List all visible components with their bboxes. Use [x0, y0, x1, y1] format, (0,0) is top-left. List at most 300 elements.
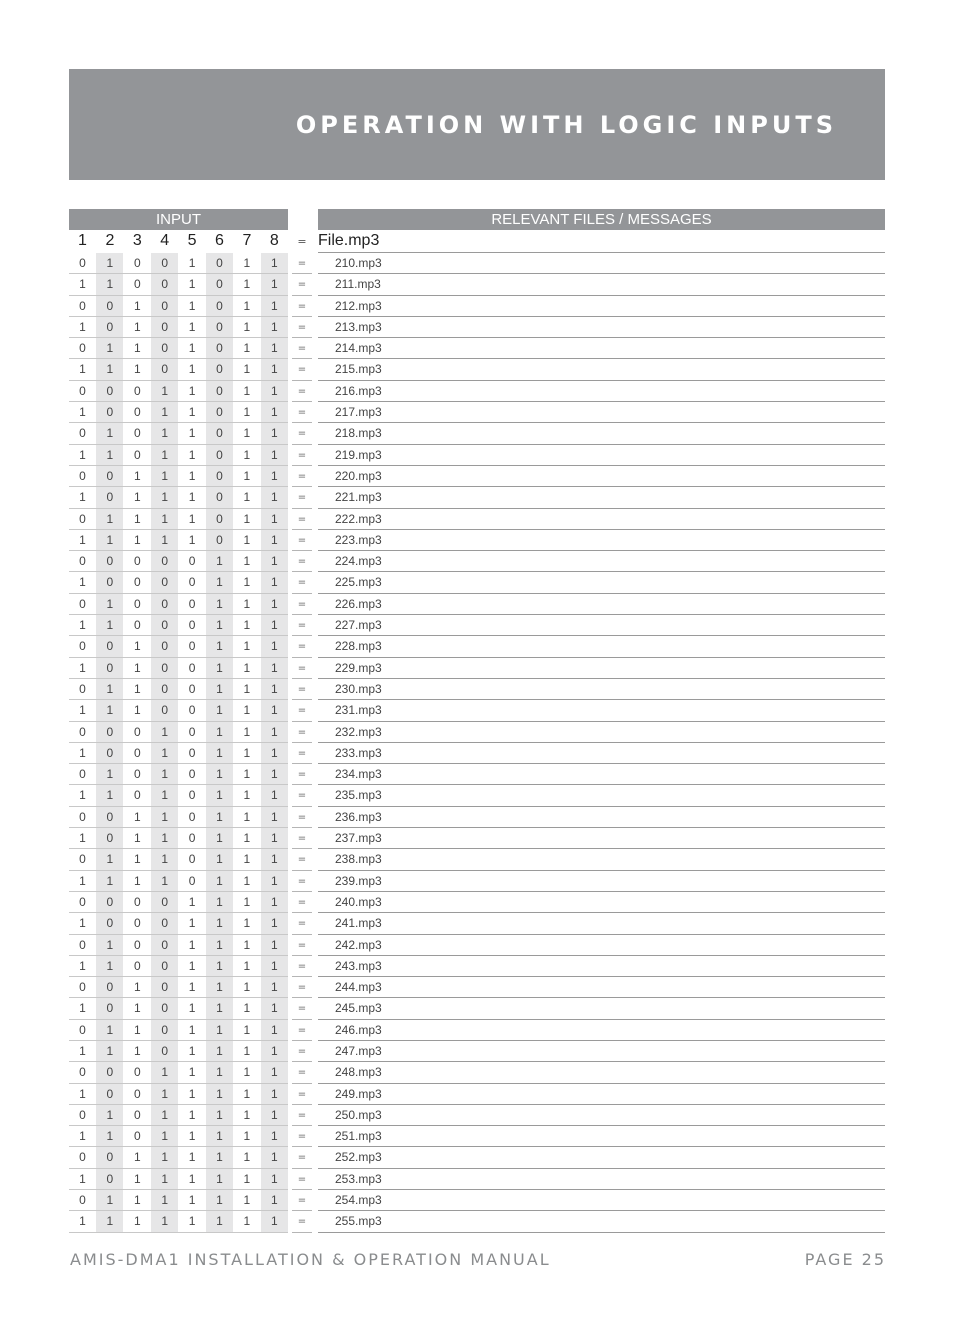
bit-cell: 1 [243, 767, 251, 782]
bit-cell: 1 [96, 1105, 123, 1126]
file-name: 235.mp3 [318, 785, 885, 806]
bit-cell: 1 [96, 956, 123, 977]
table-row [0, 1169, 954, 1190]
bit-cell: 1 [261, 998, 288, 1019]
bit-cell: 1 [243, 894, 251, 909]
table-row [0, 509, 954, 530]
bit-cell: 1 [243, 660, 251, 675]
table-row [0, 658, 954, 679]
bit-cell: 1 [151, 743, 178, 764]
bit-cell: 1 [261, 743, 288, 764]
bit-label: 1 [78, 232, 87, 249]
bit-cell: 0 [79, 596, 86, 611]
table-row [0, 1147, 954, 1168]
bit-cell: 1 [261, 935, 288, 956]
bit-cell: 1 [96, 1041, 123, 1062]
file-name: 212.mp3 [318, 296, 885, 317]
bit-cell: 0 [151, 274, 178, 295]
bit-cell: 0 [96, 743, 123, 764]
page-title: OPERATION WITH LOGIC INPUTS [295, 111, 837, 139]
equals-sign: = [292, 402, 312, 423]
bit-cell: 1 [188, 1150, 196, 1165]
bit-cell: 1 [206, 722, 233, 743]
bit-cell: 1 [79, 405, 86, 420]
bit-cell: 1 [261, 1169, 288, 1190]
bit-cell: 1 [206, 1169, 233, 1190]
file-name: 238.mp3 [318, 849, 885, 870]
bit-cell: 1 [261, 636, 288, 657]
bit-cell: 0 [188, 767, 196, 782]
bit-cell: 0 [79, 554, 86, 569]
bit-cell: 0 [96, 572, 123, 593]
bit-cell: 1 [261, 1126, 288, 1147]
bit-cell: 1 [79, 277, 86, 292]
bit-cell: 0 [133, 958, 141, 973]
bit-cell: 0 [188, 681, 196, 696]
bit-cell: 0 [79, 894, 86, 909]
bit-cell: 1 [151, 1147, 178, 1168]
bit-cell: 0 [79, 724, 86, 739]
bit-cell: 0 [151, 892, 178, 913]
bit-cell: 1 [151, 1105, 178, 1126]
bit-cell: 1 [133, 298, 141, 313]
file-name: 230.mp3 [318, 679, 885, 700]
bit-cell: 1 [79, 532, 86, 547]
bit-cell: 1 [133, 681, 141, 696]
bit-cell: 1 [96, 764, 123, 785]
bit-cell: 1 [151, 1169, 178, 1190]
bit-cell: 1 [151, 466, 178, 487]
table-row [0, 743, 954, 764]
bit-cell: 1 [261, 807, 288, 828]
file-name: 252.mp3 [318, 1147, 885, 1168]
bit-cell: 0 [96, 317, 123, 338]
input-column-header: INPUT [69, 209, 288, 230]
bit-cell: 1 [261, 466, 288, 487]
bit-cell: 1 [261, 977, 288, 998]
bit-cell: 0 [96, 551, 123, 572]
bit-cell: 1 [261, 402, 288, 423]
bit-cell: 1 [206, 1147, 233, 1168]
bit-cell: 1 [243, 681, 251, 696]
bit-cell: 1 [133, 852, 141, 867]
equals-sign: = [292, 1041, 312, 1062]
bit-cell: 1 [261, 338, 288, 359]
bit-cell: 1 [188, 341, 196, 356]
bit-cell: 1 [133, 362, 141, 377]
file-name: 237.mp3 [318, 828, 885, 849]
bit-cell: 0 [133, 618, 141, 633]
bit-cell: 0 [133, 383, 141, 398]
bit-cell: 1 [243, 1086, 251, 1101]
bit-cell: 1 [206, 1105, 233, 1126]
equals-sign: = [292, 1062, 312, 1083]
bit-cell: 0 [96, 1169, 123, 1190]
bit-cell: 1 [261, 700, 288, 721]
equals-sign: = [292, 1126, 312, 1147]
bit-cell: 1 [79, 873, 86, 888]
table-row [0, 445, 954, 466]
file-name: 229.mp3 [318, 658, 885, 679]
bit-cell: 1 [79, 1129, 86, 1144]
bit-cell: 0 [206, 338, 233, 359]
table-row [0, 253, 954, 274]
bit-cell: 1 [79, 660, 86, 675]
bit-cell: 1 [133, 1043, 141, 1058]
equals-sign: = [292, 785, 312, 806]
bit-cell: 0 [206, 317, 233, 338]
table-row [0, 423, 954, 444]
table-row [0, 1062, 954, 1083]
bit-cell: 1 [243, 1171, 251, 1186]
bit-cell: 0 [96, 998, 123, 1019]
bit-cell: 0 [96, 296, 123, 317]
table-row [0, 381, 954, 402]
table-row [0, 594, 954, 615]
bit-cell: 1 [243, 256, 251, 270]
equals-sign: = [292, 296, 312, 317]
bit-cell: 1 [133, 873, 141, 888]
file-name: 217.mp3 [318, 402, 885, 423]
table-row [0, 615, 954, 636]
bit-cell: 1 [243, 1214, 251, 1229]
bit-cell: 1 [261, 1211, 288, 1232]
equals-sign: = [292, 658, 312, 679]
bit-cell: 0 [79, 937, 86, 952]
bit-cell: 1 [261, 785, 288, 806]
equals-sign: = [292, 977, 312, 998]
bit-cell: 1 [261, 253, 288, 274]
bit-cell: 1 [96, 1190, 123, 1211]
file-name: 211.mp3 [318, 274, 885, 295]
bit-cell: 1 [261, 1084, 288, 1105]
page-number: PAGE 25 [804, 1250, 886, 1269]
table-row [0, 487, 954, 508]
bit-cell: 0 [188, 554, 196, 569]
bit-cell: 0 [151, 551, 178, 572]
file-name: 236.mp3 [318, 807, 885, 828]
bit-cell: 1 [261, 956, 288, 977]
equals-sign: = [292, 253, 312, 274]
bit-cell: 1 [206, 764, 233, 785]
bit-cell: 0 [96, 722, 123, 743]
bit-cell: 0 [133, 1086, 141, 1101]
bit-cell: 0 [188, 703, 196, 718]
bit-cell: 0 [133, 426, 141, 441]
bit-cell: 1 [206, 551, 233, 572]
bit-cell: 0 [133, 788, 141, 803]
bit-cell: 1 [188, 383, 196, 398]
bit-cell: 1 [151, 445, 178, 466]
bit-cell: 0 [206, 423, 233, 444]
bit-cell: 1 [151, 849, 178, 870]
bit-cell: 1 [243, 575, 251, 590]
bit-cell: 1 [79, 319, 86, 334]
bit-cell: 0 [79, 852, 86, 867]
bit-cell: 0 [188, 639, 196, 654]
table-row [0, 1020, 954, 1041]
bit-cell: 0 [96, 1062, 123, 1083]
table-row [0, 764, 954, 785]
bit-cell: 0 [133, 916, 141, 931]
bit-cell: 0 [79, 468, 86, 483]
bit-cell: 1 [151, 1062, 178, 1083]
equals-sign: = [292, 1169, 312, 1190]
bit-cell: 1 [151, 1211, 178, 1232]
file-name: 214.mp3 [318, 338, 885, 359]
bit-cell: 1 [188, 277, 196, 292]
bit-cell: 1 [261, 487, 288, 508]
bit-cell: 1 [206, 594, 233, 615]
bit-cell: 1 [261, 1190, 288, 1211]
equals-sign: = [292, 445, 312, 466]
bit-cell: 0 [151, 998, 178, 1019]
equals-sign: = [292, 1190, 312, 1211]
bit-cell: 1 [79, 1171, 86, 1186]
bit-cell: 0 [188, 852, 196, 867]
bit-cell: 1 [206, 1126, 233, 1147]
file-name: 210.mp3 [318, 253, 885, 274]
bit-cell: 1 [96, 679, 123, 700]
bit-cell: 1 [261, 679, 288, 700]
file-name: 242.mp3 [318, 935, 885, 956]
bit-cell: 1 [96, 1020, 123, 1041]
bit-cell: 0 [188, 809, 196, 824]
bit-cell: 1 [206, 658, 233, 679]
bit-cell: 0 [96, 828, 123, 849]
bit-cell: 1 [188, 1214, 196, 1229]
equals-sign: = [292, 807, 312, 828]
bit-cell: 1 [96, 445, 123, 466]
equals-sign: = [292, 849, 312, 870]
bit-cell: 1 [261, 381, 288, 402]
bit-cell: 0 [188, 575, 196, 590]
file-name: 218.mp3 [318, 423, 885, 444]
bit-cell: 1 [261, 892, 288, 913]
row-divider [69, 1232, 288, 1233]
file-name: 241.mp3 [318, 913, 885, 934]
bit-cell: 1 [206, 1041, 233, 1062]
equals-sign: = [292, 1147, 312, 1168]
bit-cell: 1 [243, 362, 251, 377]
bit-cell: 1 [206, 572, 233, 593]
bit-cell: 0 [151, 253, 178, 274]
equals-sign: = [292, 317, 312, 338]
bit-cell: 1 [96, 785, 123, 806]
bit-cell: 0 [133, 256, 141, 270]
bit-cell: 1 [133, 809, 141, 824]
equals-sign: = [292, 509, 312, 530]
bit-cell: 0 [96, 402, 123, 423]
bit-cell: 1 [261, 1062, 288, 1083]
bit-cell: 1 [261, 1147, 288, 1168]
bit-cell: 1 [261, 615, 288, 636]
bit-cell: 0 [79, 341, 86, 356]
bit-cell: 1 [243, 298, 251, 313]
bit-label: 3 [132, 232, 142, 249]
file-name: 227.mp3 [318, 615, 885, 636]
bit-cell: 0 [96, 913, 123, 934]
bit-cell: 1 [96, 615, 123, 636]
bit-cell: 1 [79, 362, 86, 377]
bit-cell: 1 [133, 1171, 141, 1186]
table-row [0, 274, 954, 295]
bit-cell: 1 [243, 980, 251, 995]
bit-cell: 1 [243, 1107, 251, 1122]
table-row [0, 338, 954, 359]
bit-cell: 1 [261, 871, 288, 892]
equals-sign: = [292, 487, 312, 508]
bit-cell: 1 [188, 1171, 196, 1186]
bit-cell: 1 [151, 828, 178, 849]
bit-cell: 1 [79, 1043, 86, 1058]
bit-cell: 1 [206, 935, 233, 956]
equals-sign: = [292, 423, 312, 444]
bit-cell: 1 [133, 511, 141, 526]
bit-cell: 1 [96, 253, 123, 274]
equals-sign: = [292, 956, 312, 977]
file-name: 240.mp3 [318, 892, 885, 913]
equals-sign: = [292, 466, 312, 487]
bit-cell: 1 [79, 1214, 86, 1229]
bit-cell: 1 [188, 980, 196, 995]
bit-cell: 0 [96, 381, 123, 402]
bit-cell: 1 [151, 1084, 178, 1105]
equals-sign: = [292, 572, 312, 593]
bit-cell: 1 [133, 703, 141, 718]
table-row [0, 466, 954, 487]
bit-cell: 1 [188, 1129, 196, 1144]
file-name: 248.mp3 [318, 1062, 885, 1083]
equals-sign: = [292, 551, 312, 572]
bit-cell: 1 [206, 913, 233, 934]
bit-cell: 0 [96, 1147, 123, 1168]
bit-cell: 1 [243, 511, 251, 526]
bit-cell: 0 [133, 894, 141, 909]
bit-cell: 1 [188, 1001, 196, 1016]
bit-cell: 1 [206, 828, 233, 849]
bit-cell: 0 [206, 466, 233, 487]
bit-cell: 1 [188, 532, 196, 547]
bit-cell: 0 [151, 317, 178, 338]
file-name: 255.mp3 [318, 1211, 885, 1232]
bit-cell: 1 [133, 1214, 141, 1229]
table-row [0, 828, 954, 849]
bit-cell: 1 [206, 849, 233, 870]
bit-cell: 1 [243, 426, 251, 441]
equals-sign: = [292, 1211, 312, 1232]
bit-cell: 0 [96, 807, 123, 828]
bit-cell: 0 [188, 724, 196, 739]
bit-cell: 0 [151, 700, 178, 721]
table-row [0, 636, 954, 657]
equals-sign: = [292, 594, 312, 615]
bit-cell: 0 [133, 937, 141, 952]
bit-cell: 0 [96, 1084, 123, 1105]
bit-cell: 1 [151, 722, 178, 743]
bit-cell: 0 [151, 594, 178, 615]
bit-cell: 1 [133, 319, 141, 334]
bit-cell: 1 [243, 618, 251, 633]
logic-table-body [0, 253, 954, 1233]
bit-cell: 0 [188, 745, 196, 760]
bit-cell: 0 [151, 1020, 178, 1041]
bit-cell: 1 [261, 722, 288, 743]
bit-cell: 1 [206, 998, 233, 1019]
bit-cell: 1 [188, 1022, 196, 1037]
bit-cell: 1 [188, 405, 196, 420]
bit-cell: 0 [79, 298, 86, 313]
bit-cell: 1 [243, 745, 251, 760]
bit-cell: 0 [133, 447, 141, 462]
bit-cell: 1 [96, 530, 123, 551]
bit-cell: 1 [151, 530, 178, 551]
file-label: File.mp3 [318, 232, 380, 249]
bit-cell: 1 [188, 298, 196, 313]
bit-cell: 1 [188, 1107, 196, 1122]
bit-cell: 1 [133, 639, 141, 654]
bit-cell: 1 [206, 956, 233, 977]
equals-sign: = [292, 700, 312, 721]
bit-cell: 0 [79, 1107, 86, 1122]
equals-sign: = [292, 935, 312, 956]
bit-cell: 1 [96, 509, 123, 530]
bit-cell: 1 [243, 1065, 251, 1080]
bit-cell: 1 [151, 487, 178, 508]
bit-cell: 0 [151, 658, 178, 679]
bit-cell: 1 [243, 1129, 251, 1144]
file-name: 220.mp3 [318, 466, 885, 487]
table-row [0, 977, 954, 998]
file-name: 243.mp3 [318, 956, 885, 977]
equals-sign: = [292, 871, 312, 892]
equals-sign: = [292, 998, 312, 1019]
header-band [69, 69, 885, 180]
bit-cell: 0 [151, 615, 178, 636]
bit-cell: 0 [79, 767, 86, 782]
bit-cell: 1 [79, 575, 86, 590]
bit-cell: 1 [188, 916, 196, 931]
bit-cell: 1 [188, 362, 196, 377]
bit-cell: 1 [243, 1001, 251, 1016]
bit-cell: 1 [188, 447, 196, 462]
bit-cell: 1 [243, 852, 251, 867]
bit-cell: 0 [206, 402, 233, 423]
bit-cell: 0 [188, 618, 196, 633]
bit-cell: 0 [133, 1065, 141, 1080]
bit-cell: 1 [96, 338, 123, 359]
table-row [0, 359, 954, 380]
table-row [0, 551, 954, 572]
bit-cell: 0 [79, 1193, 86, 1208]
bit-cell: 0 [151, 913, 178, 934]
bit-cell: 0 [133, 767, 141, 782]
bit-cell: 1 [96, 423, 123, 444]
bit-cell: 1 [261, 849, 288, 870]
equals-sign: = [292, 274, 312, 295]
equals-sign: = [292, 636, 312, 657]
file-name: 225.mp3 [318, 572, 885, 593]
bit-cell: 1 [133, 490, 141, 505]
bit-cell: 0 [96, 977, 123, 998]
bit-cell: 0 [133, 575, 141, 590]
bit-cell: 1 [151, 423, 178, 444]
bit-label: 7 [242, 232, 252, 249]
file-name: 228.mp3 [318, 636, 885, 657]
bit-cell: 1 [206, 679, 233, 700]
bit-cell: 1 [261, 296, 288, 317]
bit-cell: 1 [261, 658, 288, 679]
